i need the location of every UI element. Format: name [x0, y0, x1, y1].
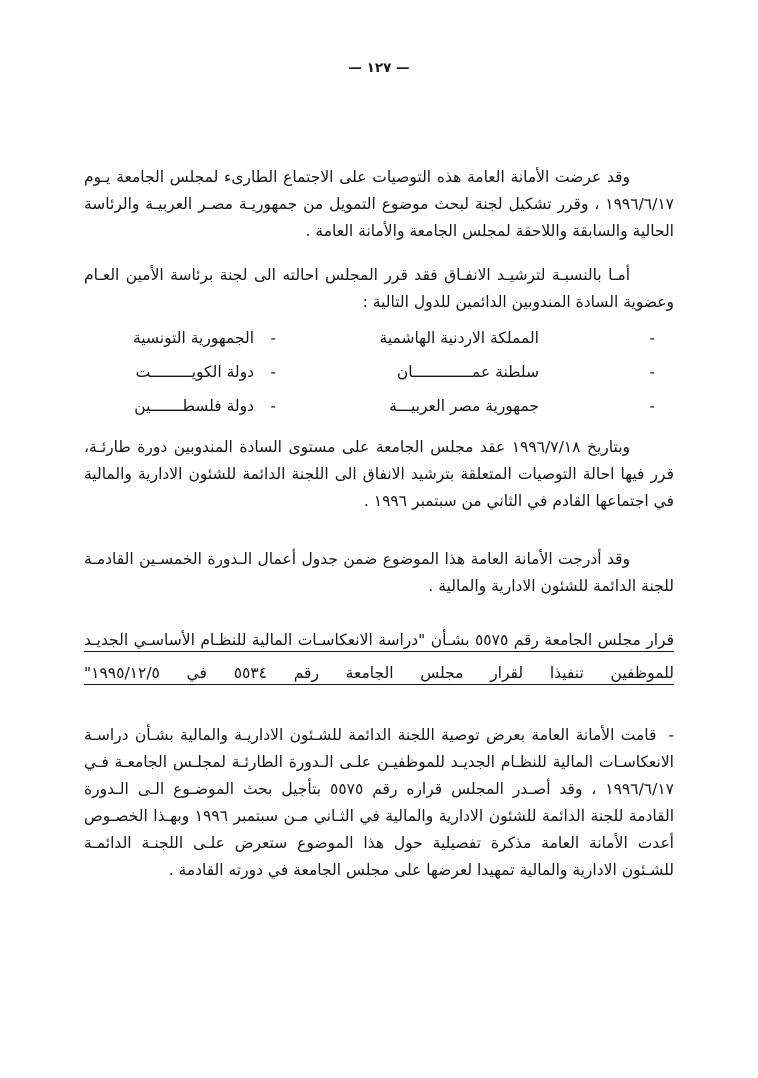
country-name: دولة فلسطـــــــين	[134, 397, 254, 415]
list-dash: -	[270, 329, 276, 347]
paragraph-1: وقد عرضت الأمانة العامة هذه التوصيات على الاجتماع الطارىء لمجلس الجامعة يـوم ١٩٩٦/٦/١٧ ، وقرر تشكيل لجنة لبحث موضوع التمويل من جمهوريـة مصـر العربيـة والرئاسة الحالية والسابقة واللاحقة لمجلس الجامعة والأمانة العامة .	[84, 168, 674, 240]
paragraph-5-text: قامت الأمانة العامة بعرض توصية اللجنة الدائمة للشـئون الاداريـة والمالية بشـأن دراسـة الانعكاسـات المالية للنظـام الجديـد للموظفيـن علـى الـدورة الطارئـة لمجلـس الجامعـة فـي ١٩٩٦/٦/١٧ ، وقد أصـدر المجلس قراره رقم ٥٥٧٥ بتأجيل بحث الموضـوع الـى الـدورة القادمة للجنة الدائمة للشئون الادارية والمالية في الثـاني مـن سبتمبر ١٩٩٦ وبهـذا الخصـوص أعدت الأمانة العامة مذكرة تفصيلية حول هذا الموضوع ستعرض علـى اللجنـة الدائمـة للشـئون الادارية والمالية تمهيدا لعرضها على مجلس الجامعة في دورته القادمة .	[84, 726, 674, 879]
paragraph-2: أمـا بالنسبـة لترشيـد الانفـاق فقد قرر المجلس احالته الى لجنة برئاسة الأمين العـام وعضوية السادة المندوبين الدائمين للدول التالية :	[84, 266, 674, 311]
country-name: جمهورية مصر العربيـــة	[389, 397, 539, 415]
page-number: — ١٢٧ —	[348, 60, 410, 76]
paragraph-3: وبتاريخ ١٩٩٦/٧/١٨ عقد مجلس الجامعة على مستوى السادة المندوبين دورة طارئـة، قرر فيها احالة التوصيات المتعلقة بترشيد الانفاق الى اللجنة الدائمة للشئون الادارية والمالية في اجتماعها القادم في الثاني من سبتمبر ١٩٩٦ .	[84, 438, 674, 510]
list-dash: -	[649, 329, 655, 347]
list-dash: -	[270, 363, 276, 381]
country-name: الجمهورية التونسية	[132, 329, 254, 347]
country-name: دولة الكويـــــــــت	[135, 363, 254, 381]
document-content	[0, 164, 758, 884]
list-dash: -	[270, 397, 276, 415]
country-name: المملكة الاردنية الهاشمية	[379, 329, 539, 347]
list-dash: -	[668, 726, 674, 744]
country-row	[84, 325, 674, 352]
paragraph-5	[84, 722, 674, 884]
section-heading: قرار مجلس الجامعة رقم ٥٥٧٥ بشـأن "دراسة الانعكاسـات المالية للنظـام الأساسـي الجديـد للموظفين تنفيذا لقرار مجلس الجامعة رقم ٥٥٣٤ في ١٩٩٥/١٢/٥"	[84, 631, 675, 682]
country-row	[84, 393, 674, 420]
list-dash: -	[649, 397, 655, 415]
list-dash: -	[649, 363, 655, 381]
country-row	[84, 359, 674, 386]
country-name: سلطنة عمـــــــــــــان	[396, 363, 539, 381]
paragraph-4: وقد أدرجت الأمانة العامة هذا الموضوع ضمن جدول أعمال الـدورة الخمسـين القادمـة للجنة الدائمة للشئون الادارية والمالية .	[84, 550, 674, 595]
countries-list	[84, 325, 674, 420]
